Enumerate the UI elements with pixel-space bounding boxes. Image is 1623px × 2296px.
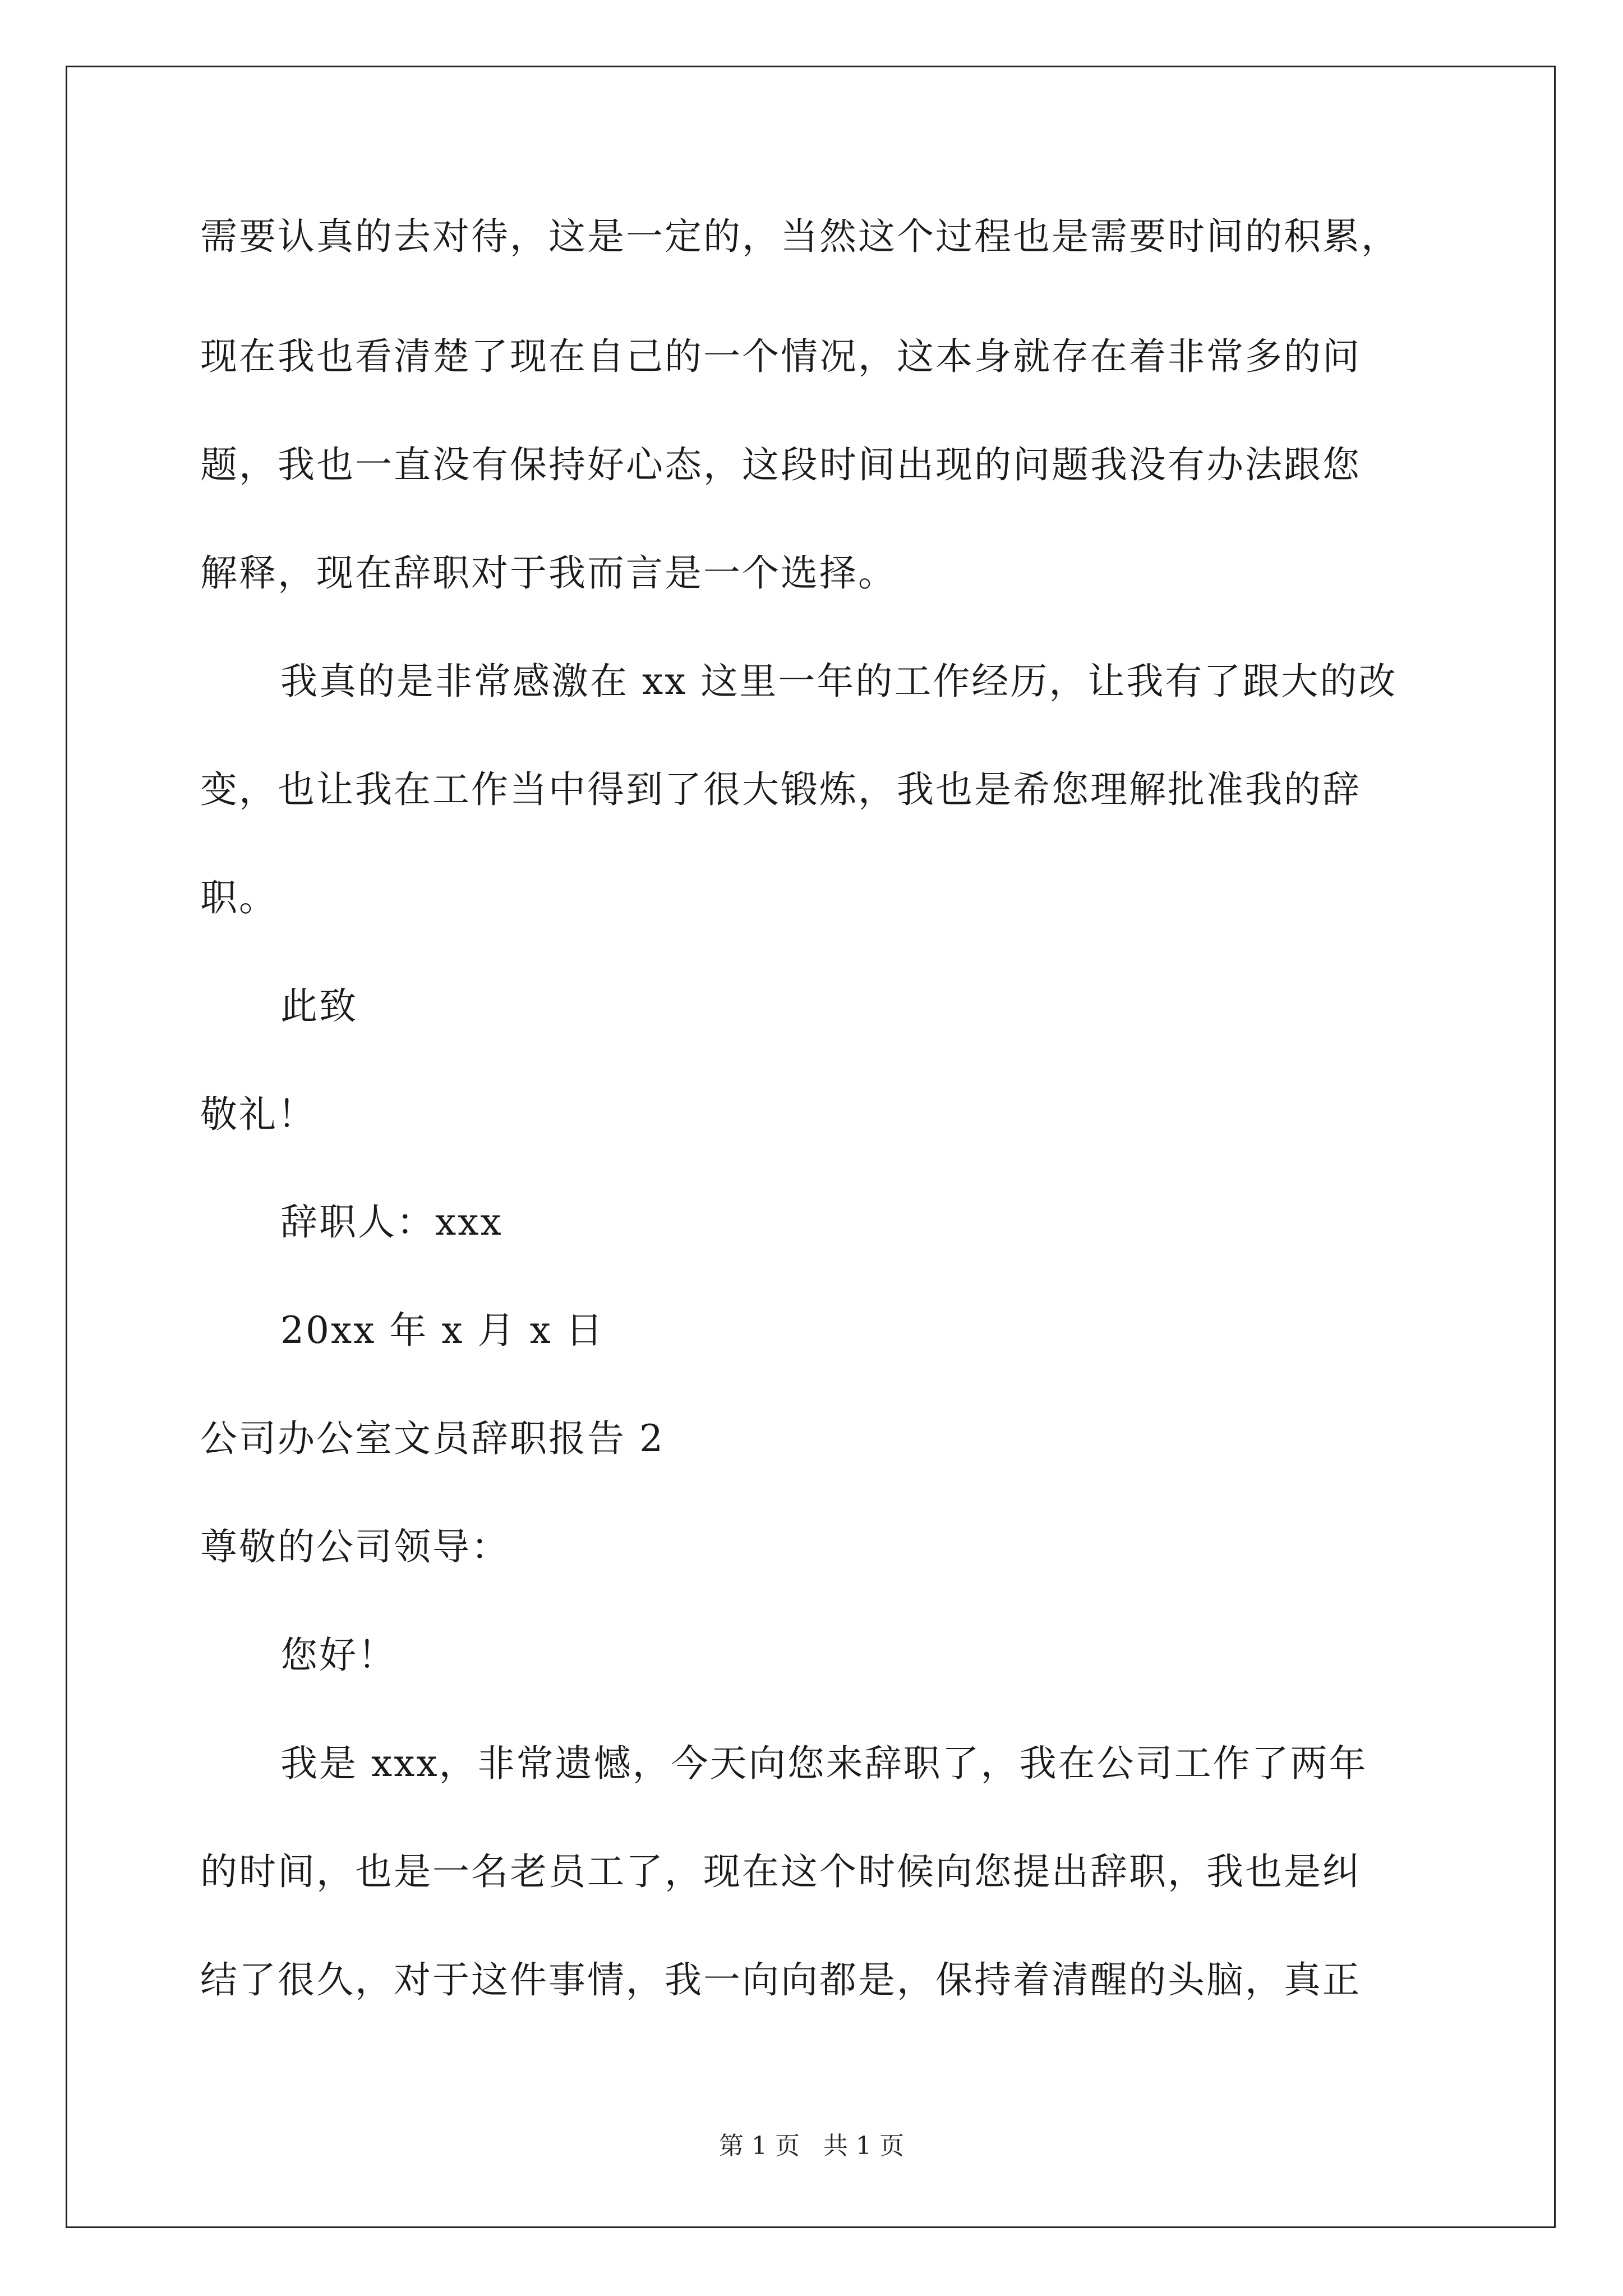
body-line: 变，也让我在工作当中得到了很大锻炼，我也是希您理解批准我的辞 [200,768,1361,811]
body-line: 题，我也一直没有保持好心态，这段时间出现的问题我没有办法跟您 [200,443,1361,486]
body-line: 结了很久，对于这件事情，我一向向都是，保持着清醒的头脑，真正 [200,1958,1361,2001]
body-line: 职。 [200,876,278,919]
greeting-line: 尊敬的公司领导： [200,1525,510,1568]
page-border [66,66,1556,2228]
closing-line: 此致 [280,984,358,1028]
body-line: 解释，现在辞职对于我而言是一个选择。 [200,551,897,595]
section-title: 公司办公室文员辞职报告 2 [200,1417,665,1460]
body-line: 现在我也看清楚了现在自己的一个情况，这本身就存在着非常多的问 [200,335,1361,378]
signature-line: 辞职人：xxx [280,1200,503,1244]
body-line: 我真的是非常感激在 xx 这里一年的工作经历，让我有了跟大的改 [280,660,1398,703]
page-footer: 第 1 页 共 1 页 [719,2132,904,2160]
salutation-line: 敬礼！ [200,1093,316,1136]
body-line: 我是 xxx，非常遗憾，今天向您来辞职了，我在公司工作了两年 [280,1742,1368,1785]
body-line: 的时间，也是一名老员工了，现在这个时候向您提出辞职，我也是纠 [200,1850,1361,1893]
body-line: 需要认真的去对待，这是一定的，当然这个过程也是需要时间的积累， [200,215,1400,258]
date-line: 20xx 年 x 月 x 日 [280,1309,605,1352]
greeting-line: 您好！ [280,1634,396,1677]
